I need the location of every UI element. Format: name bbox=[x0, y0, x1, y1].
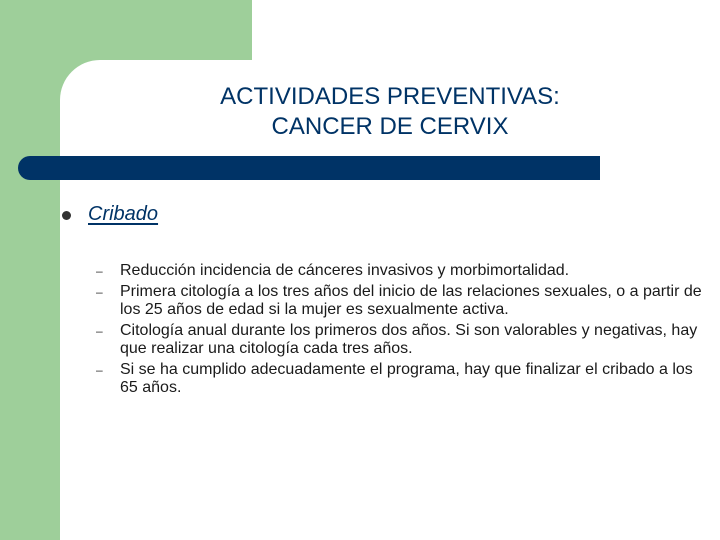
sub-bullet-item bbox=[96, 262, 706, 281]
slide-title bbox=[60, 82, 720, 142]
dash-icon: – bbox=[96, 362, 103, 377]
sub-bullet-text: Reducción incidencia de cánceres invasivos y morbimortalidad. bbox=[120, 262, 570, 279]
sub-bullet-text: Si se ha cumplido adecuadamente el programa, hay que finalizar el cribado a los 65 años. bbox=[120, 360, 693, 396]
dash-icon: – bbox=[96, 264, 103, 278]
sub-bullet-text: Primera citología a los tres años del inicio de las relaciones sexuales, o a partir de los 25 años de edad si la mujer es sexualmente activa. bbox=[120, 282, 702, 318]
title-underline-bar bbox=[18, 156, 600, 180]
sub-bullet-item bbox=[96, 283, 706, 320]
sub-bullet-item bbox=[96, 361, 706, 398]
slide-title-line-2: CANCER DE CERVIX bbox=[271, 113, 509, 140]
dash-icon: – bbox=[96, 323, 103, 338]
sub-bullet-item bbox=[96, 322, 706, 359]
bullet-dot-icon bbox=[62, 211, 71, 220]
green-decoration-left bbox=[0, 0, 60, 540]
sub-bullet-list bbox=[96, 262, 706, 400]
sub-bullet-text: Citología anual durante los primeros dos años. Si son valorables y negativas, hay que realizar una citología cada tres años. bbox=[120, 321, 698, 357]
bullet-label-cribado: Cribado bbox=[88, 203, 159, 225]
slide-title-line-1: ACTIVIDADES PREVENTIVAS: bbox=[220, 83, 560, 110]
dash-icon: – bbox=[96, 284, 103, 299]
